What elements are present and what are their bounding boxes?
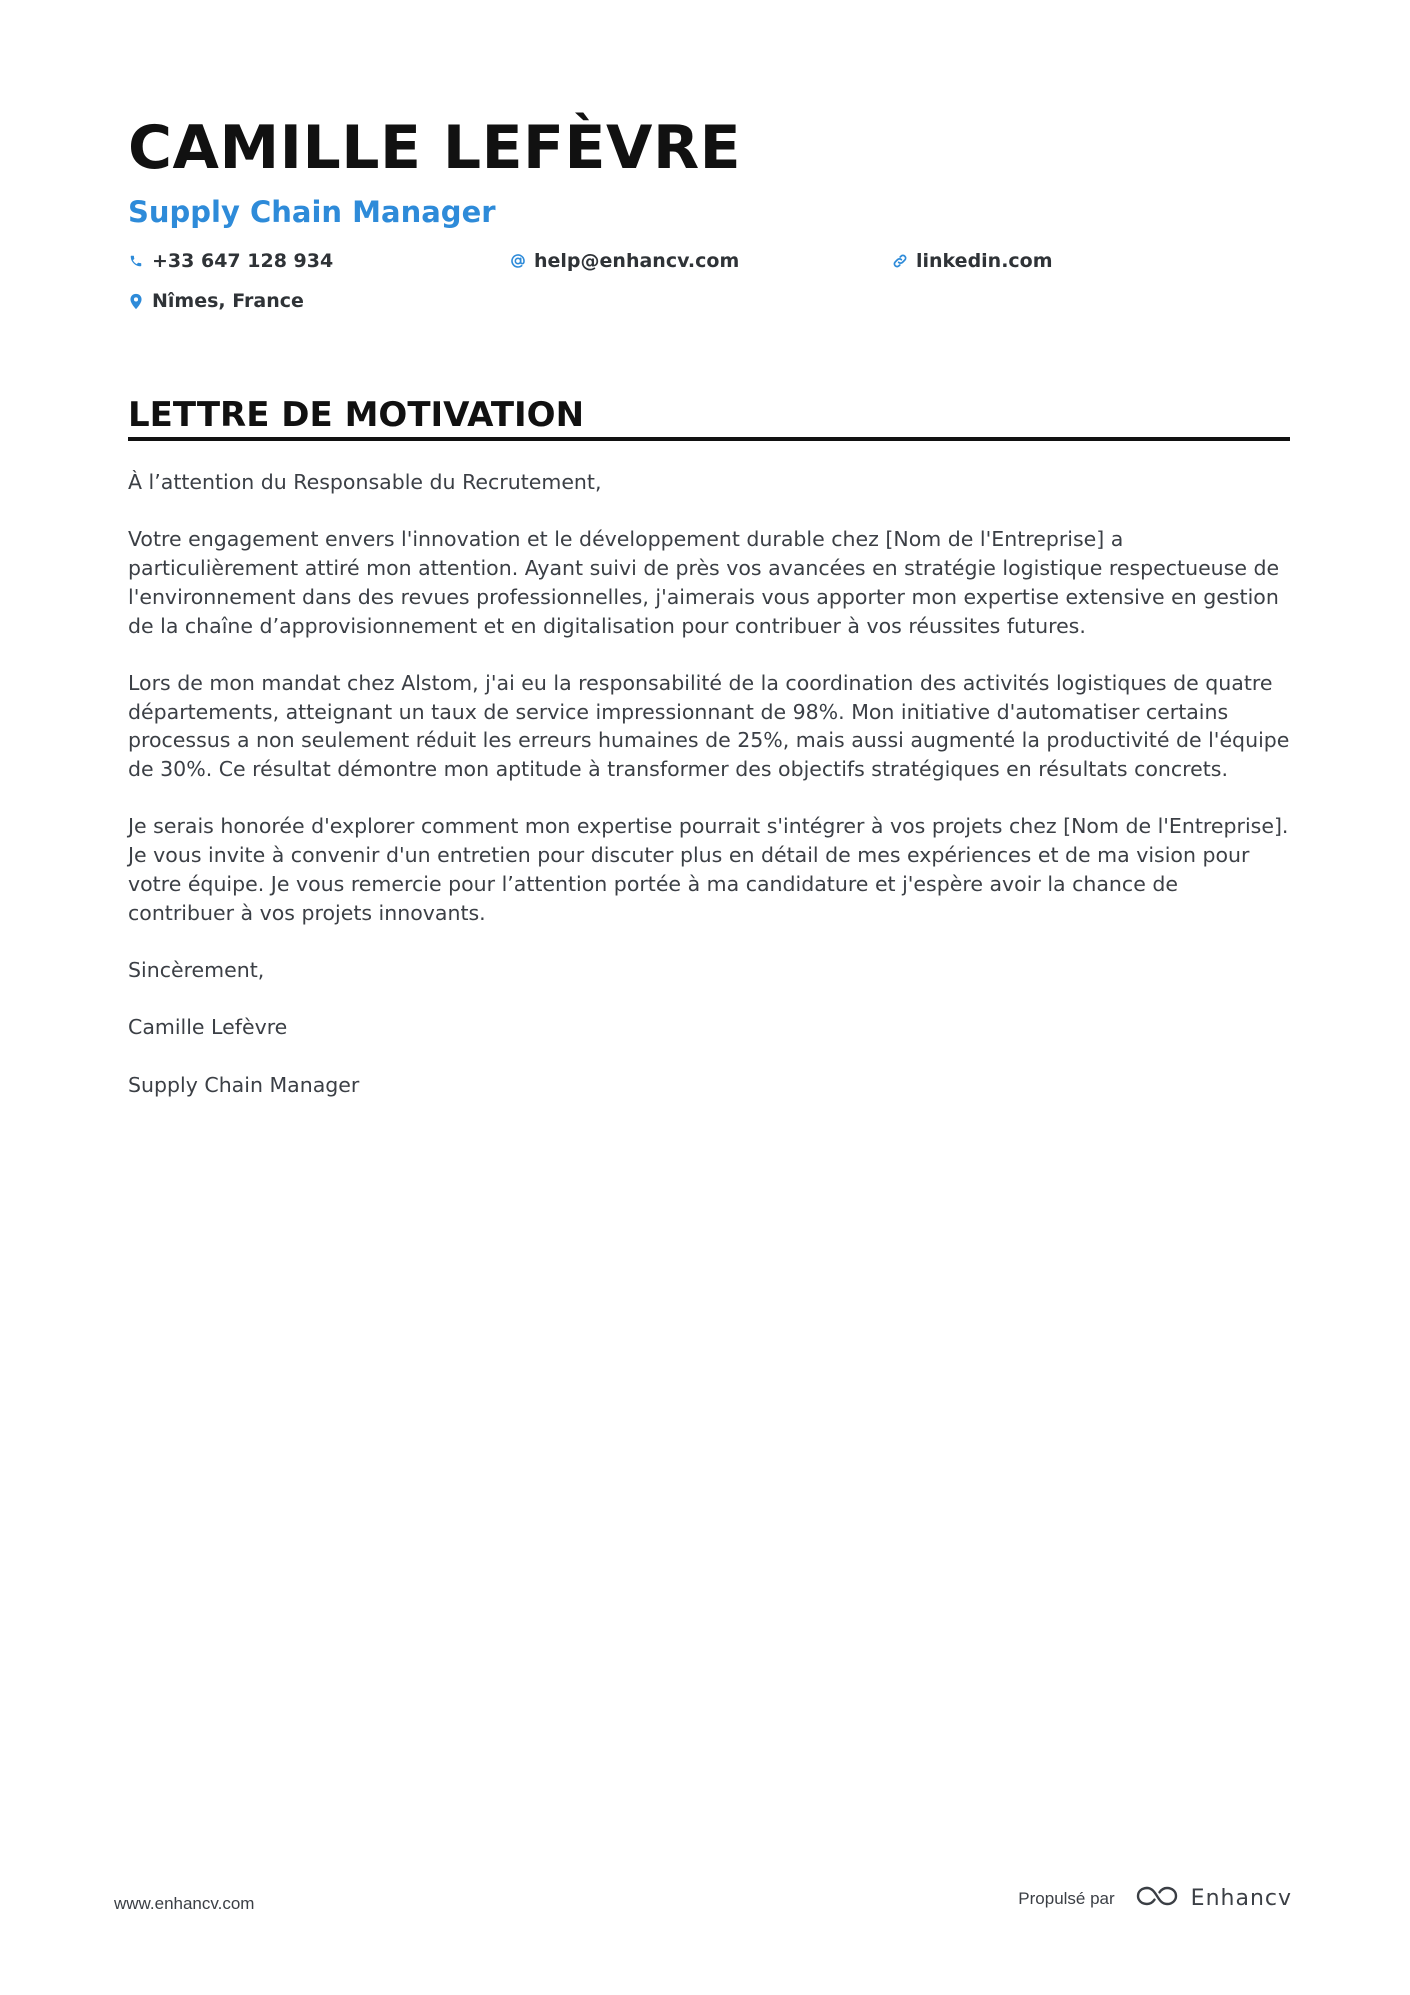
- contact-linkedin: [892, 248, 1274, 274]
- email-value[interactable]: help@enhancv.com: [534, 250, 740, 272]
- location-value: Nîmes, France: [152, 290, 304, 312]
- phone-value: +33 647 128 934: [152, 250, 334, 272]
- signature-name: Camille Lefèvre: [128, 1015, 288, 1040]
- paragraph: Je serais honorée d'explorer comment mon expertise pourrait s'intégrer à vos projets chez [Nom de l'Entreprise]. Je vous invite à convenir d'un entretien pour discuter plus en détail de mes expériences et de ma vision pour votre équipe. Je vous remercie pour l’attention portée à ma candidature et j'espère avoir la chance de contribuer à vos projets innovants.: [128, 814, 1289, 925]
- job-title: Supply Chain Manager: [128, 195, 496, 229]
- contact-email: [510, 248, 892, 274]
- footer-branding: [1018, 1884, 1292, 1913]
- contact-info: [128, 248, 1290, 314]
- footer-website[interactable]: www.enhancv.com: [114, 1894, 255, 1913]
- location-pin-icon: [128, 292, 144, 310]
- salutation: À l’attention du Responsable du Recrutement,: [128, 470, 602, 494]
- powered-by-label: Propulsé par: [1018, 1888, 1115, 1908]
- letter-body: [128, 468, 1290, 1128]
- section-title: LETTRE DE MOTIVATION: [128, 395, 585, 435]
- candidate-name: CAMILLE LEFÈVRE: [128, 113, 742, 183]
- header: [128, 108, 1290, 314]
- paragraph: Lors de mon mandat chez Alstom, j'ai eu la responsabilité de la coordination des activités logistiques de quatre départements, atteignant un taux de service impressionnant de 98%. Mon initiative d'automatiser certains processus a non seulement réduit les erreurs humaines de 25%, mais aussi augmenté la productivité de l'équipe de 30%. Ce résultat démontre mon aptitude à transformer des objectifs stratégiques en résultats concrets.: [128, 670, 1290, 781]
- enhancv-logo-icon: [1135, 1884, 1181, 1913]
- brand-logo[interactable]: [1135, 1884, 1292, 1913]
- phone-icon: [128, 252, 144, 270]
- signature-title: Supply Chain Manager: [128, 1072, 360, 1097]
- section-divider: [128, 437, 1290, 441]
- brand-name: Enhancv: [1190, 1886, 1292, 1911]
- link-icon: [892, 252, 908, 270]
- contact-location: [128, 288, 510, 314]
- paragraph: Votre engagement envers l'innovation et le développement durable chez [Nom de l'Entreprise] a particulièrement attiré mon attention. Ayant suivi de près vos avancées en stratégie logistique respectueuse de l'environnement dans des revues professionnelles, j'aimerais vous apporter mon expertise extensive en gestion de la chaîne d’approvisionnement et en digitalisation pour contribuer à vos réussites futures.: [128, 527, 1280, 638]
- closing: Sincèrement,: [128, 957, 265, 982]
- linkedin-value[interactable]: linkedin.com: [916, 250, 1053, 272]
- at-icon: [510, 252, 526, 270]
- contact-phone: [128, 248, 510, 274]
